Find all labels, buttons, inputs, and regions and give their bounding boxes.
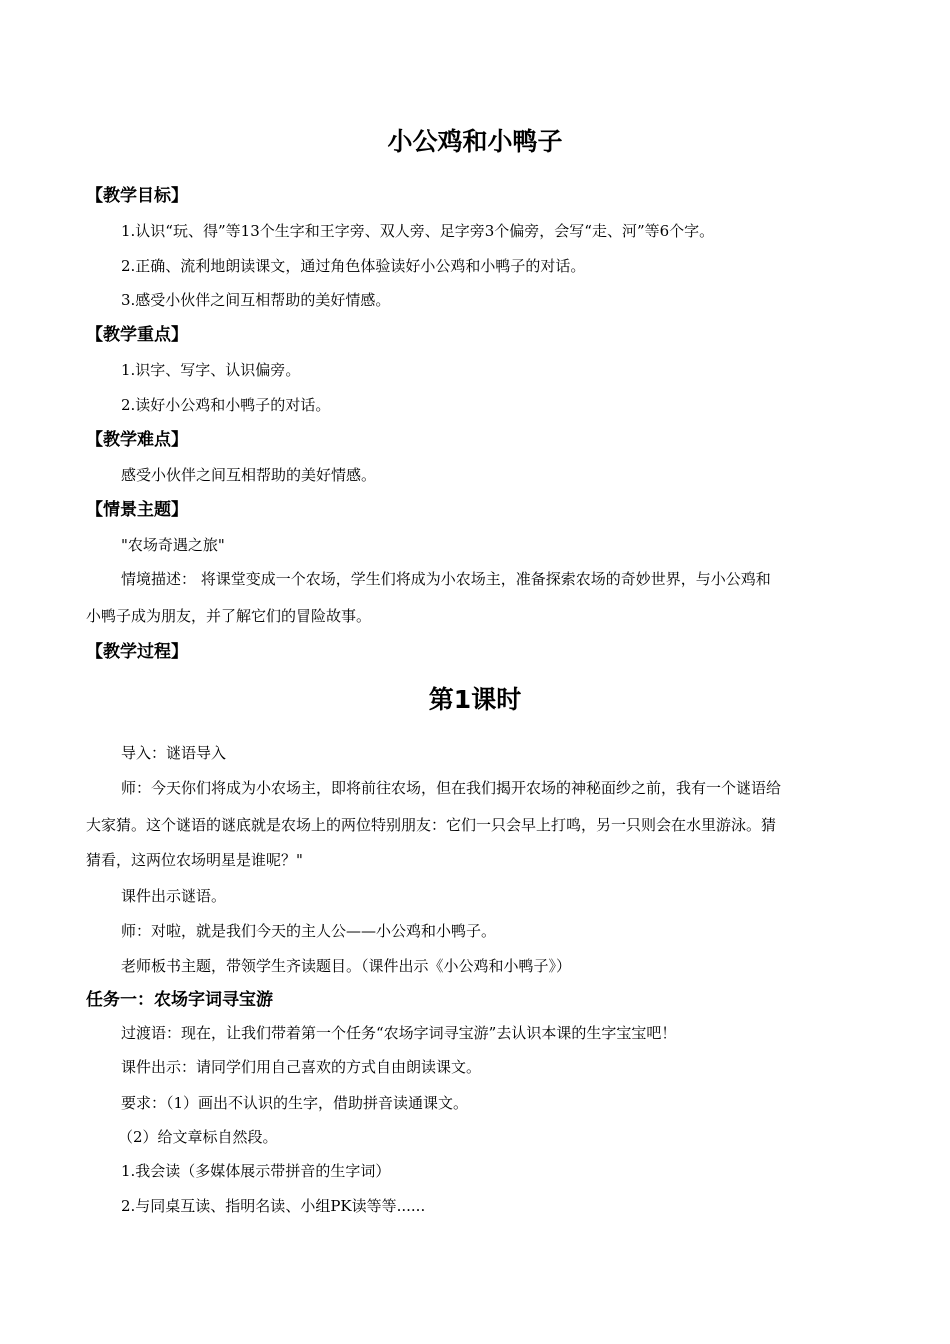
difficulty-item-1: 感受小伙伴之间互相帮助的美好情感。	[121, 466, 377, 484]
lesson-title: 第1课时	[428, 685, 522, 714]
heading-difficulties: 【教学难点】	[86, 430, 188, 450]
task1-transition: 过渡语：现在，让我们带着第一个任务“农场字词寻宝游”去认识本课的生字宝宝吧！	[121, 1024, 677, 1042]
heading-key-points: 【教学重点】	[86, 325, 188, 345]
teacher-riddle-line-1: 师：今天你们将成为小农场主，即将前往农场，但在我们揭开农场的神秘面纱之前，我有一个谜语给	[121, 779, 782, 797]
goal-item-1: 1.认识“玩、得”等13个生字和王字旁、双人旁、足字旁3个偏旁，会写“走、河”等6个字。	[121, 222, 715, 240]
task1-step-2: 2.与同桌互读、指明名读、小组PK读等等......	[121, 1197, 426, 1215]
heading-task-one: 任务一：农场字词寻宝游	[86, 990, 273, 1010]
theme-description-line-2: 小鸭子成为朋友，并了解它们的冒险故事。	[86, 607, 372, 625]
teacher-riddle-line-3: 猜看，这两位农场明星是谁呢？"	[86, 851, 303, 869]
task1-requirement-1: 要求：（1）画出不认识的生字，借助拼音读通课文。	[121, 1094, 469, 1112]
task1-requirement-2: （2）给文章标自然段。	[118, 1128, 278, 1146]
heading-teaching-process: 【教学过程】	[86, 642, 188, 662]
key-point-1: 1.识字、写字、认识偏旁。	[121, 361, 301, 379]
board-writing: 老师板书主题，带领学生齐读题目。（课件出示《小公鸡和小鸭子》）	[121, 957, 572, 975]
courseware-riddle: 课件出示谜语。	[121, 887, 227, 905]
theme-description-line-1: 情境描述： 将课堂变成一个农场，学生们将成为小农场主，准备探索农场的奇妙世界，与小公鸡和	[121, 570, 771, 588]
goal-item-2: 2.正确、流利地朗读课文，通过角色体验读好小公鸡和小鸭子的对话。	[121, 257, 586, 275]
teacher-riddle-line-2: 大家猜。这个谜语的谜底就是农场上的两位特别朋友：它们一只会早上打鸣，另一只则会在水里游泳。猜	[86, 816, 777, 834]
task1-courseware: 课件出示：请同学们用自己喜欢的方式自由朗读课文。	[121, 1058, 482, 1076]
goal-item-3: 3.感受小伙伴之间互相帮助的美好情感。	[121, 291, 391, 309]
teacher-answer: 师：对啦，就是我们今天的主人公——小公鸡和小鸭子。	[121, 922, 497, 940]
document-title: 小公鸡和小鸭子	[387, 127, 563, 156]
theme-name: "农场奇遇之旅"	[121, 536, 225, 554]
lesson-intro: 导入：谜语导入	[121, 744, 227, 762]
heading-teaching-goals: 【教学目标】	[86, 186, 188, 206]
key-point-2: 2.读好小公鸡和小鸭子的对话。	[121, 396, 331, 414]
heading-scenario-theme: 【情景主题】	[86, 500, 188, 520]
task1-step-1: 1.我会读（多媒体展示带拼音的生字词）	[121, 1162, 391, 1180]
